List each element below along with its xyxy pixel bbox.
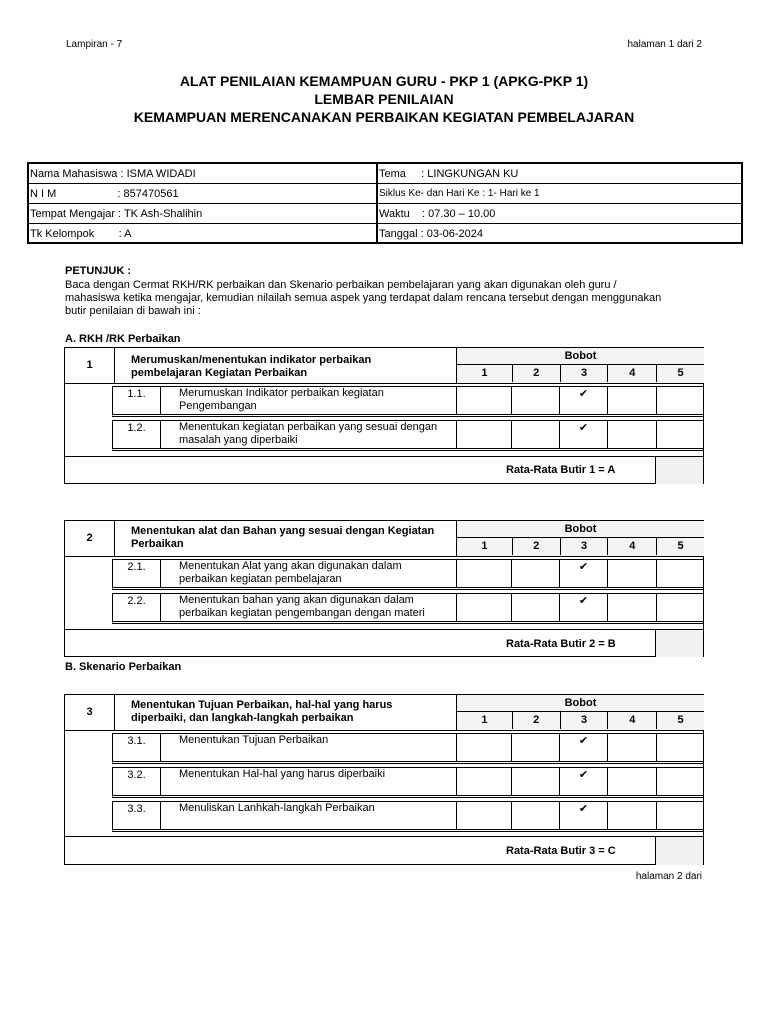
score-cell-3[interactable]: [559, 594, 607, 621]
criteria-section-2: [64, 520, 704, 657]
time: Waktu : 07.30 – 10.00: [379, 208, 496, 220]
section-title-line: Perbaikan: [131, 538, 184, 550]
average-row: [65, 456, 703, 484]
item-description-line: Menentukan Tujuan Perbaikan: [179, 734, 329, 746]
score-cell-1[interactable]: [456, 768, 511, 795]
item-description-line: perbaikan kegiatan pengembangan dengan materi: [179, 607, 425, 619]
page-indicator-top: halaman 1 dari 2: [627, 39, 702, 50]
score-cell-2[interactable]: [511, 734, 559, 761]
item-description-line: Pengembangan: [179, 400, 257, 412]
bobot-scale-4: 4: [607, 365, 656, 382]
item-description-line: Menentukan Hal-hal yang harus diperbaiki: [179, 768, 386, 780]
bobot-header: [456, 695, 704, 730]
average-label: Rata-Rata Butir 2 = B: [506, 638, 616, 650]
score-cell-3[interactable]: [559, 421, 607, 448]
bobot-scale-5: 5: [656, 538, 704, 555]
criteria-section-3: [64, 694, 704, 865]
instructions-line: butir penilaian di bawah ini :: [65, 305, 201, 317]
student-name: Nama Mahasiswa : ISMA WIDADI: [30, 168, 196, 180]
student-info-table: [27, 162, 743, 244]
bobot-scale-2: 2: [512, 538, 560, 555]
item-number: 3.3.: [113, 802, 161, 829]
score-cell-5[interactable]: [656, 768, 703, 795]
average-label: Rata-Rata Butir 1 = A: [506, 464, 616, 476]
info-row: [29, 164, 741, 184]
score-cell-4[interactable]: [607, 802, 656, 829]
section-title: [131, 699, 392, 725]
bobot-scale-4: 4: [607, 538, 656, 555]
score-cell-2[interactable]: [511, 594, 559, 621]
criteria-item: [112, 593, 704, 624]
score-cell-5[interactable]: [656, 421, 703, 448]
score-cell-1[interactable]: [456, 594, 511, 621]
item-number: 2.2.: [113, 594, 161, 621]
info-row: [29, 204, 741, 224]
bobot-scale-3: 3: [560, 538, 608, 555]
score-cell-2[interactable]: [511, 560, 559, 587]
item-description-line: Menentukan kegiatan perbaikan yang sesuai dengan: [179, 421, 438, 433]
item-number: 1.2.: [113, 421, 161, 448]
score-cell-4[interactable]: [607, 594, 656, 621]
score-cell-2[interactable]: [511, 387, 559, 414]
score-cell-3[interactable]: [559, 768, 607, 795]
document-subtitle: LEMBAR PENILAIAN: [314, 91, 454, 107]
score-cell-5[interactable]: [656, 594, 703, 621]
item-number: 3.2.: [113, 768, 161, 795]
header-divider: [65, 556, 703, 557]
score-cell-1[interactable]: [456, 734, 511, 761]
info-divider: [376, 164, 378, 242]
item-description-line: Menuliskan Lanhkah-langkah Perbaikan: [179, 802, 375, 814]
criteria-item: [112, 420, 704, 451]
section-title: [131, 525, 434, 551]
checkmark-icon: ✔: [578, 422, 589, 434]
checkmark-icon: ✔: [578, 595, 589, 607]
item-number: 2.1.: [113, 560, 161, 587]
bobot-scale-1: 1: [481, 367, 488, 379]
bobot-scale-1: 1: [481, 714, 488, 726]
score-cell-5[interactable]: [656, 560, 703, 587]
section-title: [131, 354, 371, 380]
item-description: [179, 802, 455, 815]
section-a-label: A. RKH /RK Perbaikan: [65, 333, 181, 345]
document-title: ALAT PENILAIAN KEMAMPUAN GURU - PKP 1 (APKG-PKP 1): [179, 73, 589, 89]
bobot-scale-3: 3: [560, 712, 608, 729]
score-cell-2[interactable]: [511, 768, 559, 795]
student-nim: N I M : 857470561: [30, 188, 179, 200]
average-label: Rata-Rata Butir 3 = C: [506, 845, 616, 857]
bobot-header: [456, 348, 704, 383]
bobot-scale: [457, 538, 704, 555]
bobot-scale-1: 1: [481, 540, 488, 552]
score-cell-3[interactable]: [559, 734, 607, 761]
item-description-line: Menentukan Alat yang akan digunakan dalam: [179, 560, 402, 572]
section-title-line: diperbaiki, dan langkah-langkah perbaikan: [131, 712, 354, 724]
average-value-box[interactable]: [655, 630, 703, 657]
section-b-label: B. Skenario Perbaikan: [65, 661, 182, 673]
bobot-scale-2: 2: [512, 712, 560, 729]
bobot-scale-5: 5: [656, 712, 704, 729]
item-description: [179, 734, 455, 747]
bobot-label: Bobot: [457, 521, 704, 538]
section-number: 1: [65, 348, 115, 383]
section-number: 3: [65, 695, 115, 730]
bobot-scale-5: 5: [656, 365, 704, 382]
bobot-label: Bobot: [457, 348, 704, 365]
checkmark-icon: ✔: [578, 735, 589, 747]
criteria-item: [112, 386, 704, 417]
theme: Tema : LINGKUNGAN KU: [379, 168, 519, 180]
score-cell-2[interactable]: [511, 421, 559, 448]
checkmark-icon: ✔: [578, 769, 589, 781]
bobot-header: [456, 521, 704, 556]
score-cell-4[interactable]: [607, 768, 656, 795]
score-cell-5[interactable]: [656, 387, 703, 414]
score-cell-1[interactable]: [456, 802, 511, 829]
header-divider: [65, 730, 703, 731]
checkmark-icon: ✔: [578, 803, 589, 815]
score-cell-1[interactable]: [456, 387, 511, 414]
score-cell-1[interactable]: [456, 560, 511, 587]
score-cell-2[interactable]: [511, 802, 559, 829]
item-description: [179, 768, 455, 781]
item-description-line: Merumuskan Indikator perbaikan kegiatan: [179, 387, 384, 399]
score-cell-4[interactable]: [607, 560, 656, 587]
instructions-line: Baca dengan Cermat RKH/RK perbaikan dan Skenario perbaikan pembelajaran yang akan digunakan oleh guru /: [65, 279, 617, 291]
score-cell-1[interactable]: [456, 421, 511, 448]
score-cell-3[interactable]: [559, 560, 607, 587]
average-value-box[interactable]: [655, 457, 703, 484]
item-description: [179, 560, 455, 586]
criteria-section-1: [64, 347, 704, 484]
item-number: 3.1.: [113, 734, 161, 761]
attachment-label: Lampiran - 7: [66, 39, 123, 50]
section-title-line: Merumuskan/menentukan indikator perbaikan: [131, 354, 372, 366]
date: Tanggal : 03-06-2024: [379, 228, 483, 240]
section-title-line: Menentukan Tujuan Perbaikan, hal-hal yang harus: [131, 699, 393, 711]
average-row: [65, 836, 703, 865]
criteria-item: [112, 767, 704, 798]
score-cell-3[interactable]: [559, 802, 607, 829]
section-title-line: pembelajaran Kegiatan Perbaikan: [131, 367, 308, 379]
page-indicator-bottom: halaman 2 dari: [635, 871, 702, 882]
instructions-line: mahasiswa ketika mengajar, kemudian nilailah semua aspek yang terdapat dalam rencana tersebut dengan menggunakan: [65, 292, 662, 304]
checkmark-icon: ✔: [578, 388, 589, 400]
teaching-place: Tempat Mengajar : TK Ash-Shalihin: [30, 208, 203, 220]
item-description-line: masalah yang diperbaiki: [179, 434, 298, 446]
bobot-scale: [457, 365, 704, 382]
header-divider: [65, 383, 703, 384]
criteria-item: [112, 801, 704, 832]
average-value-box[interactable]: [655, 837, 703, 865]
section-number: 2: [65, 521, 115, 556]
score-cell-3[interactable]: [559, 387, 607, 414]
average-row: [65, 629, 703, 657]
section-title-line: Menentukan alat dan Bahan yang sesuai dengan Kegiatan: [131, 525, 435, 537]
criteria-item: [112, 559, 704, 590]
bobot-scale-2: 2: [512, 365, 560, 382]
item-description-line: perbaikan kegiatan pembelajaran: [179, 573, 342, 585]
checkmark-icon: ✔: [578, 561, 589, 573]
item-description: [179, 421, 455, 447]
item-description-line: Menentukan bahan yang akan digunakan dalam: [179, 594, 414, 606]
score-cell-5[interactable]: [656, 734, 703, 761]
group-level: Tk Kelompok : A: [30, 228, 132, 240]
item-description: [179, 387, 455, 413]
info-row: [29, 184, 741, 204]
bobot-scale: [457, 712, 704, 729]
score-cell-5[interactable]: [656, 802, 703, 829]
instructions-heading: PETUNJUK :: [65, 265, 132, 277]
document-subtitle-2: KEMAMPUAN MERENCANAKAN PERBAIKAN KEGIATAN PEMBELAJARAN: [133, 109, 635, 125]
cycle-day: Siklus Ke- dan Hari Ke : 1- Hari ke 1: [379, 188, 540, 199]
bobot-label: Bobot: [457, 695, 704, 712]
item-description: [179, 594, 455, 620]
info-row: [29, 224, 741, 244]
item-number: 1.1.: [113, 387, 161, 414]
bobot-scale-3: 3: [560, 365, 608, 382]
bobot-scale-4: 4: [607, 712, 656, 729]
score-cell-4[interactable]: [607, 421, 656, 448]
score-cell-4[interactable]: [607, 734, 656, 761]
criteria-item: [112, 733, 704, 764]
score-cell-4[interactable]: [607, 387, 656, 414]
